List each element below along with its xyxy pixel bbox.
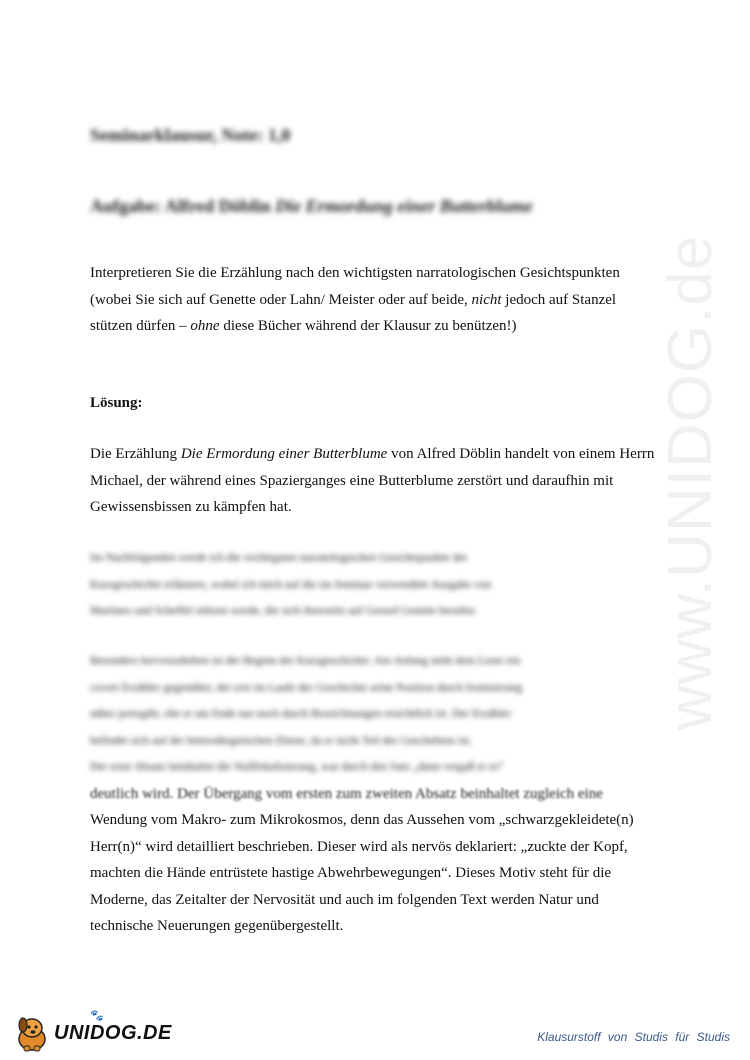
task-line: (wobei Sie sich auf Genette oder Lahn/ Meister oder auf beide, nicht jedoch auf Stanzel: [90, 291, 617, 308]
paragraph-line: technische Neuerungen gegenübergestellt.: [90, 918, 344, 934]
intro-line: Michael, der während eines Spazierganges eine Butterblume zerstört und daraufhin mit: [90, 472, 614, 489]
blurred-line: Kurzgeschichte erläutern, wobei ich mich auf die im Seminar verwendete Ausgabe von: [90, 578, 492, 591]
task-paragraph: [90, 260, 675, 340]
paragraph-line: Moderne, das Zeitalter der Nervosität und auch im folgenden Text werden Natur und: [90, 891, 599, 908]
unidog-logo[interactable]: [12, 1010, 172, 1053]
logo-text: UNIDOG.DE: [54, 1021, 172, 1044]
blurred-paragraph-2: [90, 648, 665, 781]
transition-line: deutlich wird. Der Übergang vom ersten zum zweiten Absatz beinhaltet zugleich eine: [90, 786, 603, 802]
emphasis: ohne: [190, 318, 220, 334]
blurred-line: befindet sich auf der heterodiegetischen Ebene, da er nicht Teil des Geschehens ist.: [90, 734, 473, 747]
assignment-heading: [90, 196, 533, 217]
emphasis: nicht: [471, 291, 502, 308]
dog-mascot-icon: [12, 1013, 52, 1053]
paragraph-line: Wendung vom Makro- zum Mikrokosmos, denn das Aussehen vom „schwarzgekleidete(n): [90, 812, 634, 828]
assignment-work-title: Die Ermordung einer Butterblume: [275, 196, 533, 216]
blurred-line: Im Nachfolgenden werde ich die wichtigsten narratologischen Gesichtspunkte der: [90, 552, 468, 564]
blurred-line: Besonders hervorzuheben ist der Beginn der Kurzgeschichte: Am Anfang steht dem Leser ein: [90, 655, 521, 667]
task-line: Interpretieren Sie die Erzählung nach den wichtigsten narratologischen Gesichtspunkten: [90, 265, 620, 281]
blurred-line: näher preisgibt, ehe er am Ende nur noch durch Bezeichnungen ersichtlich ist. Der Erzähler: [90, 708, 512, 720]
intro-paragraph: [90, 441, 675, 521]
watermark: www.UNIDOG.de: [656, 234, 725, 730]
paragraph-line: machten die Hände entrüstete hastige Abwehrbewegungen“. Dieses Motiv steht für die: [90, 865, 612, 881]
work-title: Die Ermordung einer Butterblume: [180, 446, 388, 462]
blurred-line: covert Erzähler gegenüber, der erst im Laufe der Geschichte seine Position durch Ironisierung: [90, 681, 523, 694]
paw-icon: 🐾: [90, 1010, 104, 1022]
blurred-paragraph-1: [90, 545, 665, 625]
intro-line: Gewissensbissen zu kämpfen hat.: [90, 499, 292, 515]
assignment-prefix: Aufgabe: Alfred Döblin: [90, 196, 276, 216]
paragraph-line: Herr(n)“ wird detailliert beschrieben. Dieser wird als nervös deklariert: „zuckte der Kopf,: [90, 838, 628, 855]
page-title: Seminarklausur, Note: 1,0: [90, 125, 291, 145]
blurred-line: Der erste Absatz beinhaltet die Nullfokalisierung, was durch den Satz „dann vergaß er es“: [90, 761, 504, 773]
task-line: stützen dürfen – ohne diese Bücher während der Klausur zu benützen!): [90, 318, 517, 334]
intro-line: Die Erzählung Die Ermordung einer Butterblume von Alfred Döblin handelt von einem Herrn: [90, 446, 655, 462]
visible-paragraph: [90, 807, 675, 940]
solution-heading: Lösung:: [90, 395, 143, 411]
footer-tagline: Klausurstoff von Studis für Studis: [537, 1030, 730, 1044]
blurred-line: Martinez und Scheffel stützen werde, die sich ihrerseits auf Gerard Genette berufen.: [90, 605, 478, 617]
